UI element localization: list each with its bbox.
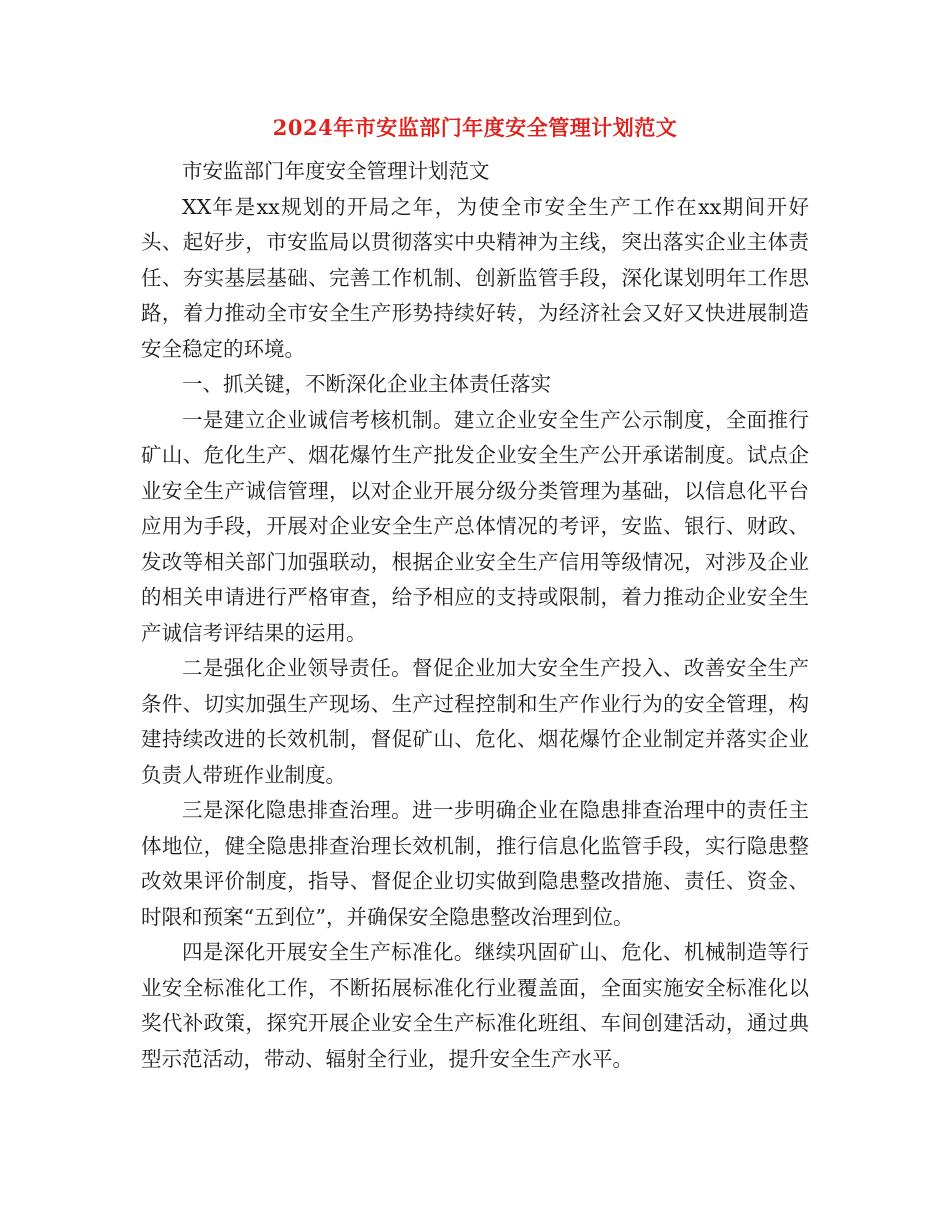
paragraph-item-3: 三是深化隐患排查治理。进一步明确企业在隐患排查治理中的责任主体地位，健全隐患排查治理长效机制，推行信息化监管手段，实行隐患整改效果评价制度，指导、督促企业切实做到隐患整改措施、责任、资金、时限和预案“五到位”，并确保安全隐患整改治理到位。 xyxy=(141,798,809,929)
paragraph-section-heading: 一、抓关键，不断深化企业主体责任落实 xyxy=(182,372,551,396)
paragraph-item-1: 一是建立企业诚信考核机制。建立企业安全生产公示制度，全面推行矿山、危化生产、烟花爆竹生产批发企业安全生产公开承诺制度。试点企业安全生产诚信管理，以对企业开展分级分类管理为基础，以信息化平台应用为手段，开展对企业安全生产总体情况的考评，安监、银行、财政、发改等相关部门加强联动，根据企业安全生产信用等级情况，对涉及企业的相关申请进行严格审查，给予相应的支持或限制，着力推动企业安全生产诚信考评结果的运用。 xyxy=(141,407,809,645)
document-title: 2024年市安监部门年度安全管理计划范文 xyxy=(272,115,678,140)
paragraph-subtitle: 市安监部门年度安全管理计划范文 xyxy=(182,159,490,183)
document-body xyxy=(141,154,809,1077)
paragraph-item-4: 四是深化开展安全生产标准化。继续巩固矿山、危化、机械制造等行业安全标准化工作，不断拓展标准化行业覆盖面，全面实施安全标准化以奖代补政策，探究开展企业安全生产标准化班组、车间创建活动，通过典型示范活动，带动、辐射全行业，提升安全生产水平。 xyxy=(141,940,809,1071)
paragraph-intro: XX年是xx规划的开局之年，为使全市安全生产工作在xx期间开好头、起好步，市安监局以贯彻落实中央精神为主线，突出落实企业主体责任、夯实基层基础、完善工作机制、创新监管手段，深化谋划明年工作思路，着力推动全市安全生产形势持续好转，为经济社会又好又快进展制造安全稳定的环境。 xyxy=(141,194,809,361)
paragraph-item-2: 二是强化企业领导责任。督促企业加大安全生产投入、改善安全生产条件、切实加强生产现场、生产过程控制和生产作业行为的安全管理，构建持续改进的长效机制，督促矿山、危化、烟花爆竹企业制定并落实企业负责人带班作业制度。 xyxy=(141,656,809,787)
